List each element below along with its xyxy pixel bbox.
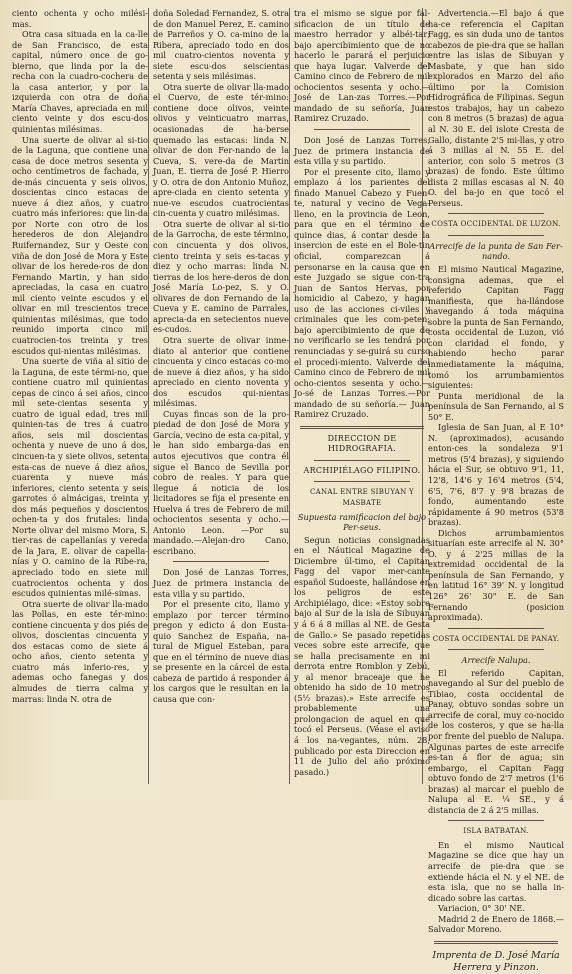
section-divider	[448, 235, 544, 236]
notice-title: Arrecife Nalupa.	[461, 655, 531, 666]
paragraph: Otra suerte de olivar lla-mado las Pollas, en este tér-mino: contiene cincuenta y dos piés de olivos, doscientas cincuenta y dos estacas como de siete á ocho años, ciento setenta y cuatro más inferio-res, y ademas ocho fanegas y dos almudes de tierra calma y marras: linda N. otra de	[12, 598, 148, 704]
section-heading: COSTA OCCIDENTAL DE PANAY.	[432, 634, 560, 643]
section-divider	[448, 820, 544, 821]
paragraph: Otra suerte de olivar lla-mado el Cuervo, de este tér-mino: contiene doce olivos, veinte olivos y veinticuatro marras, ocasionadas de ha-berse quemado las estacas: linda N. olivar de don Fer-nando de la Cueva, S. vere-da de Martin Juan, E. tierra de José P. Hierro y O. otra de don Antonio Muñoz, apre-ciada en ciento setenta y nue-ve escudos cuatrocientas cin-cuenta y cuatro milésimas.	[153, 81, 289, 219]
section-divider	[434, 941, 558, 944]
paragraph: Punta meridional de la península de San Fernando, al S 50° E.	[428, 390, 564, 422]
section-divider	[314, 129, 410, 130]
paragraph: Una suerte de viña al sitio de la Laguna, de este térmi-no, que contiene cuatro mil quinientas cepas de cinco á sei años, cinco mil sete-cientas sesenta y cuatro de igual edad, tres mil quinien-tas de tres á cuatro años, seis mil doscientas ochenta y nueve de uno á dos, cincuen-ta y siete olivos, setenta esta-cas de nueve á diez años, cuarenta y nueve más inferiores, ciento setenta y seis garrotes ó almácigas, treinta y dos más pequeños y doscientos ochen-ta y dos frutales: linda Norte olivar del mismo Mora, S. tier-ras de capellanías y vereda de la Jara, E. olivar de capella-nías y O. camino de la Ribe-ra, apreciado todo en siete mil cuatrocientos ochenta y dos escudos quinientas milé-simas.	[12, 356, 148, 599]
paragraph: El referido Capitan, navegando al Sur del pueblo de Tibiao, costa occidental de Panay, obtuvo sondas sobre un arrecife de coral, muy co-nocido de los costeros, y que se ha-lla por frente del pueblo de Nalupa. Algunas partes de este arrecife es-tan á flor de agua; sin embargo, el Capitan Fagg obtuvo fondo de 2'7 metros (1'6 brazas) al marcar el pueblo de Nalupa al E. ¼ SE., y á distancia de 2 á 2'5 millas.	[428, 667, 564, 815]
section-divider	[314, 460, 410, 461]
section-heading: DIRECCION DE HIDROGRAFIA.	[327, 433, 397, 454]
section-divider	[448, 649, 544, 650]
paragraph: Otra casa situada en la ca-lle de San Francisco, de esta capital, número once de go-bierno, que linda por la de-recha con la cuadro-cochera de la casa anterior, y por la izquierda con otra de doña María Chaves, apreciada en mil ciento veinte y dos escu-dos quinientas milésimas.	[12, 29, 148, 135]
paragraph: Advertencia.—El bajo á que ha-ce referencia el Capitan Fagg, es sin duda uno de tantos cabezos de pie-dra que se hallan entre las islas de Sibuyan y Masbate, y que han sido explorados en Marzo del año último por la Comision Hidrográfica de Filipinas. Segun estos trabajos, hay un cabezo con 8 metros (5 brazas) de agua al N. 30 E. del islote Cresta de Gallo, distante 2'5 mi-llas, y otro á 3 millas al N. 55 E. del anterior, con solo 5 metros (3 brazas) de fondo. Este último dista 2 millas escasas al N. 40 O. del ba-jo en que tocó el Perseus.	[428, 8, 564, 208]
paragraph: Una suerte de olivar al si-tio de la Laguna, que contiene una casa de doce metros sesenta y ocho centímetros de fachada, y de-más cincuenta y seis olivos, doscientas cinco estacas de nueve á diez años, y cuatro cuatro más inferiores: que lin-da por Norte con otro de los herederos de don Alejandro Ruifernandez, Sur y Oeste con viña de don José de Mora y Este olivar de los herede-ros de don Fernando Martin, y han sido apreciadas, la casa en cuatro mil ciento veinte escudos y el olivar en mil trescientos trece quinientas milésimas, que todo reunido importa cinco mil cuatrocien-tos treinta y tres escudos qui-nientas milésimas.	[12, 134, 148, 356]
signature: Madrid 2 de Enero de 1868.—Salvador Moreno.	[428, 913, 564, 935]
section-divider	[448, 628, 544, 629]
paragraph: Variacion, 0° 30' NE.	[438, 903, 525, 914]
column-1	[12, 8, 148, 784]
column-rule	[148, 8, 149, 784]
paragraph: El mismo Nautical Magazine, consigna ademas, que el referido Capitan Fagg manifiesta, que ha-llándose navegando á toda máquina sobre la punta de San Fernando, costa occidental de Luzon, vió con claridad el fondo, y habiendo hecho parar inmediatamente la máquina, tomó los arrumbamientos siguientes:	[428, 264, 564, 391]
column-4	[428, 8, 564, 973]
paragraph: Otra suerte de olivar al si-tio de la Garrocha, de este término, con cincuenta y dos olivos, ciento treinta y seis es-tacas y diez y ocho marras: linda N. tierras de los here-deros de don José María Lo-pez, S. y O. olivares de don Fernando de la Cueva y E. camino de Parrales, aprecia-da en setecientos nueve es-cudos.	[153, 218, 289, 335]
section-heading: COSTA OCCIDENTAL DE LUZON.	[431, 220, 561, 229]
paragraph: Dichos arrumbamientos situarían este arrecife al N. 30° O. y á 2'25 millas de la extremidad occidental de la península de San Fernando, y en latitud 16° 39' N. y longitud 126° 26' 30" E. de San Fernando (posicion aproximada).	[428, 527, 564, 623]
archipelago-heading: ARCHIPIÉLAGO FILIPINO.	[303, 465, 421, 475]
column-rule	[289, 8, 290, 784]
canal-heading: CANAL ENTRE SIBUYAN Y MASBATE	[310, 488, 414, 507]
edict-header: Don José de Lanzas Torres, Juez de primera instancia de esta villa y su partido.	[294, 135, 430, 167]
column-3	[294, 8, 430, 784]
edict-header: Don José de Lanzas Torres, Juez de primera instancia de esta villa y su partido.	[153, 567, 289, 599]
paragraph: doña Soledad Fernandez, S. otra de don Manuel Perez, E. camino de Parreños y O. ca-mino de la Ribera, apreciado todo en dos mil cuatro-cientos noventa y siete escu-dos seiscientas setenta y seis milésimas.	[153, 8, 289, 82]
paragraph: ciento ochenta y ocho milési-mas.	[12, 8, 148, 29]
notice-title: Arrecife de la punta de San Fer-nando.	[429, 240, 563, 262]
notice-title: Supuesta ramificacion del bajo Per-seus.	[297, 511, 427, 533]
section-divider	[173, 561, 269, 562]
section-divider	[448, 213, 544, 214]
paragraph: Cuyas fincas son de la pro-piedad de don José de Mora y García, vecino de esta ca-pital, y le han sido embarga-das en autos ejecutivos que contra él sigue el Banco de Sevilla por cobro de reales. Y para que llegue á noticia de los licitadores se fija el presente en Huelva á tres de Febrero de mil ochocientos sesenta y ocho.—Antonio Leon. —Por su mandado.—Alejan-dro Cano, escribano.	[153, 408, 289, 556]
paragraph: tra el mismo se sigue por fal-sificacion de un título de maestro herrador y albéi-tar; bajo apercibimiento que de no hacerlo le parará el perjuicio que haya lugar. Valverde del Camino cinco de Febrero de mil ochocientos sesenta y ocho.—José de Lan-zas Torres.—Por mandado de su señoría, Juan Ramirez Cruzado.	[294, 8, 430, 124]
paragraph: Por el presente cito, llamo y emplazo por tercer término pregon y edicto á don Eusta-quio Sanchez de España, na-tural de Miguel Esteban, para que en el término de nueve dias se presente en la cárcel de esta cabeza de partido á responder á los cargos que le resultan en la causa que con-	[153, 599, 289, 704]
paragraph: Otra suerte de olivar inme-diato al anterior que contiene cincuenta y cinco estacas co-mo de nueve á diez años, y ha sido apreciado en ciento noventa y dos escudos qui-nientas milésimas.	[153, 334, 289, 409]
printer-imprint: Imprenta de D. José María Herrera y Pinzon.	[432, 949, 560, 973]
section-divider	[314, 481, 410, 482]
paragraph: Segun noticias consignadas en el Náutical Magazine de Diciembre úl-timo, el Capitan Fagg del vapor mer-cante español Sudoeste, hallándose en los peligros de este Archipiélago, dice: «Estoy sobre bajo al Sur de la isla de Sibuyan y á 6 á 8 millas al NE. de Gesta de Gallo.» Se pasado repetidas veces sobre este arrecife, que se halla precisamente en mi derrota entre Romblon y Zebú, y al menor braceaje que he obtenido ha sido de 10 metros (5½ brazas).» Este arrecife es probablemente una prolongacion de aquel en que tocó el Perseus. (Véase el aviso á los na-vegantes, núm. 28, publicado por esta Direccion en 11 de Julio del año próximo pasado.)	[294, 534, 430, 777]
section-divider	[300, 426, 424, 429]
section-heading: ISLA BATBATAN.	[463, 827, 529, 836]
paragraph: En el mismo Nautical Magazine se dice que hay un arrecife de pie-dra que se extiende hácia el N. y el NE. de esta isla, que no se halla in-dicado sobre las cartas.	[428, 839, 564, 903]
column-2	[153, 8, 289, 784]
paragraph: Iglesia de San Juan, al E 10° N. (aproximados), acusando enton-ces la sondaleza 9'1 metros (5'4 brazas), y siguiendo hácia el Sur, se obtuvo 9'1, 11, 12'8, 14'6 y 16'4 metros (5'4, 6'5, 7'6, 8'7 y 9'8 brazas de fondo, aumentando este rápidamente á 90 metros (53'8 brazas).	[428, 422, 564, 528]
paragraph: Por el presente cito, llamo y emplazo á los parientes del finado Manuel Cabezo y Fuen-te, natural y vecino de Vega-lleno, en la provincia de Leon, para que en el término de quince dias, á contar desde la insercion de este en el Bole-tin oficial, comparezcan á personarse en la causa que en este Juzgado se sigue con-tra Juan de Santos Hervas, por homicidio al Cabezo, y hagan uso de las acciones ci-viles y criminales que les com-peten; bajo apercibimiento de que de no verificarlo se les tendrá por renunciadas y se-guirá su curso el procedi-miento. Valverde del Camino cinco de Febrero de mil ocho-cientos sesenta y ocho.—Jo-sé de Lanzas Torres.—Por mandado de su señoría.— Juan Ramirez Cruzado.	[294, 166, 430, 420]
